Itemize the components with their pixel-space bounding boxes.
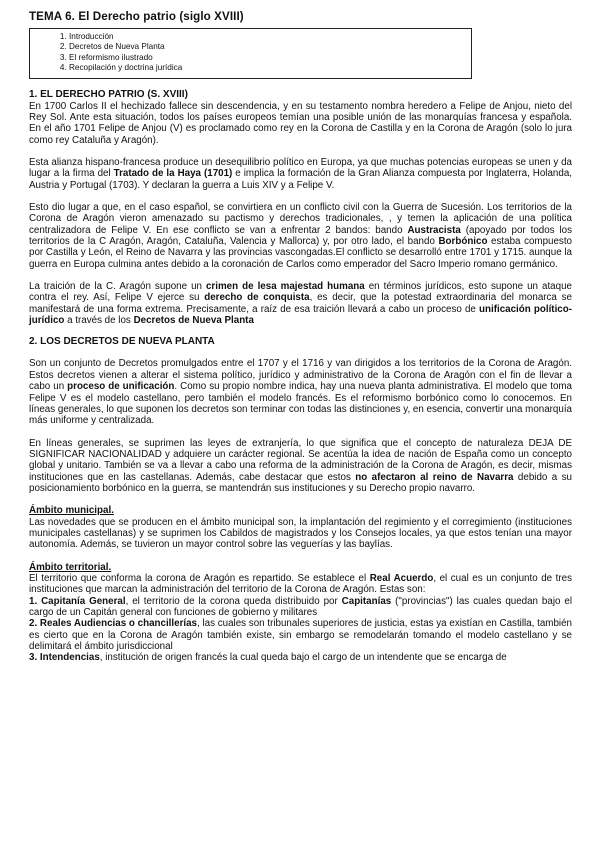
- bold-term: derecho de conquista: [204, 292, 310, 304]
- bold-term: unificación político-jurídico: [29, 303, 572, 327]
- paragraph: En 1700 Carlos II el hechizado fallece sin descendencia, y en su testamento nombra heredero a Felipe de Anjou, nieto del Rey Sol. Ante esta situación, todos los países europeos temían una posible unión de las monarquías francesa y española. En el año 1701 Felipe de Anjou (V) es proclamado como rey en la Corona de Castilla y en la Corona de Aragón (solo lo jura como rey Cataluña y Aragón).: [29, 100, 572, 146]
- paragraph: Las novedades que se producen en el ámbito municipal son, la implantación del regimiento y el corregimiento (instituciones municipales castellanas) y se suprimen los Cabildos de magistrados y los Consejos locales, ya que estos tenían una mayor autonomía. Además, se tuvieron un mayor control sobre las veguerías y las baylías.: [29, 516, 572, 551]
- bold-term: Austracista: [407, 224, 461, 236]
- bold-term: Decretos de Nueva Planta: [133, 315, 254, 327]
- paragraph: La traición de la C. Aragón supone un crimen de lesa majestad humana en términos jurídicos, esto supone un ataque contra el rey. Así, Felipe V ejerce su derecho de conquista, es decir, que la potestad extraordinaria del monarca se manifestará de una forma extrema. Precisamente, a raíz de esa traición llevará a cabo un proceso de unificación político-jurídico a través de los Decretos de Nueva Planta: [29, 281, 572, 327]
- section-2-heading: 2. LOS DECRETOS DE NUEVA PLANTA: [29, 336, 215, 348]
- subheading-municipal: Ámbito municipal.: [29, 505, 114, 517]
- toc-item: 3. El reformismo ilustrado: [69, 53, 465, 63]
- list-item: 2. Reales Audiencias o chancillerías, las cuales son tribunales superiores de justicia, estas ya existían en Castilla, también es cierto que en la Corona de Aragón también existe, sin embargo se remodelarán tomando el modelo castellano y se delimitará el ámbito jurisdiccional: [29, 618, 572, 653]
- subheading-territorial: Ámbito territorial.: [29, 561, 112, 573]
- paragraph: Son un conjunto de Decretos promulgados entre el 1707 y el 1716 y van dirigidos a los territorios de la Corona de Aragón. Estos decretos vienen a alterar el sistema político, jurídico y administrativo de la Corona de Aragón con el fin de llevar a cabo un proceso de unificación. Como su propio nombre indica, hay una nueva planta administrativa. El modelo que toma Felipe V es el modelo castellano, pero también el modelo francés. Es el reformismo borbónico como lo conocemos. En líneas generales, lo que suponen los decretos son terminar con todas las distinciones y, en esencia, convertir una monarquía más uniforme y centralizada.: [29, 358, 573, 427]
- paragraph: El territorio que conforma la corona de Aragón es repartido. Se establece el Real Acuerdo, el cual es un conjunto de tres instituciones que marcan la administración del territorio de la Corona de Aragón. Estas son:: [29, 572, 572, 596]
- bold-term: Borbónico: [438, 236, 488, 248]
- document-title: TEMA 6. El Derecho patrio (siglo XVIII): [29, 10, 244, 23]
- bold-term: Real Acuerdo: [369, 572, 434, 584]
- paragraph: En líneas generales, se suprimen las leyes de extranjería, lo que significa que el concepto de naturaleza DEJA DE SIGNIFICAR NACIONALIDAD y adquiere un carácter regional. Se acentúa la idea de nación de España como un concepto global y unitario. También se va a llevar a cabo una reforma de la administración de la Corona de Aragón, es decir, mismas instituciones que en las castellanas. Además, cabe destacar que estos no afectaron al reino de Navarra debido a su posicionamiento borbónico en la guerra, se mantendrán sus instituciones y su Derecho propio navarro.: [29, 437, 572, 494]
- list-item: 3. Intendencias, institución de origen francés la cual queda bajo el cargo de un intendente que se encarga de: [29, 652, 507, 664]
- toc-item: 2. Decretos de Nueva Planta: [69, 42, 465, 52]
- paragraph: Esta alianza hispano-francesa produce un desequilibrio político en Europa, ya que muchas potencias europeas se unen y da lugar a la firma del Tratado de la Haya (1701) e implica la formación de la Gran Alianza compuesta por Inglaterra, Holanda, Austria y Portugal (1703). Y declaran la guerra a Luis XIV y a Felipe V.: [29, 157, 573, 191]
- table-of-contents: [29, 28, 472, 79]
- bold-term: crimen de lesa majestad humana: [205, 281, 365, 293]
- toc-item: 1. Introducción: [69, 32, 465, 42]
- bold-term: proceso de unificación: [67, 381, 175, 393]
- paragraph: Esto dio lugar a que, en el caso español, se convirtiera en un conflicto civil con la Guerra de Sucesión. Los territorios de la Corona de Aragón vieron amenazado su pactismo y derechos tradicionales, , y temen la aplicación de una política centralizadora de Felipe V. En ese conflicto se van a enfrentar 2 bandos: bando Austracista (apoyado por todos los territorios de la C Aragón, Aragón, Cataluña, Valencia y Mallorca) y, por otro lado, el bando Borbónico estaba compuesto por Castilla y León, el Reino de Navarra y las provincias vascongadas.El conflicto se desarrolló entre 1701 y 1715. aunque la guerra en Europa culmina antes debido a la coronación de Carlos como emperador del Sacro Imperio romano germánico.: [29, 202, 573, 270]
- toc-item: 4. Recopilación y doctrina jurídica: [69, 63, 465, 73]
- bold-term: no afectaron al reino de Navarra: [355, 471, 514, 483]
- bold-term: Tratado de la Haya (1701): [113, 168, 233, 180]
- list-item: 1. Capitanía General, el territorio de la corona queda distribuido por Capitanías ("provincias") las cuales quedan bajo el cargo de un Capitán general con funciones de gobierno y militares: [29, 595, 572, 618]
- section-1-heading: 1. EL DERECHO PATRIO (S. XVIII): [29, 88, 188, 100]
